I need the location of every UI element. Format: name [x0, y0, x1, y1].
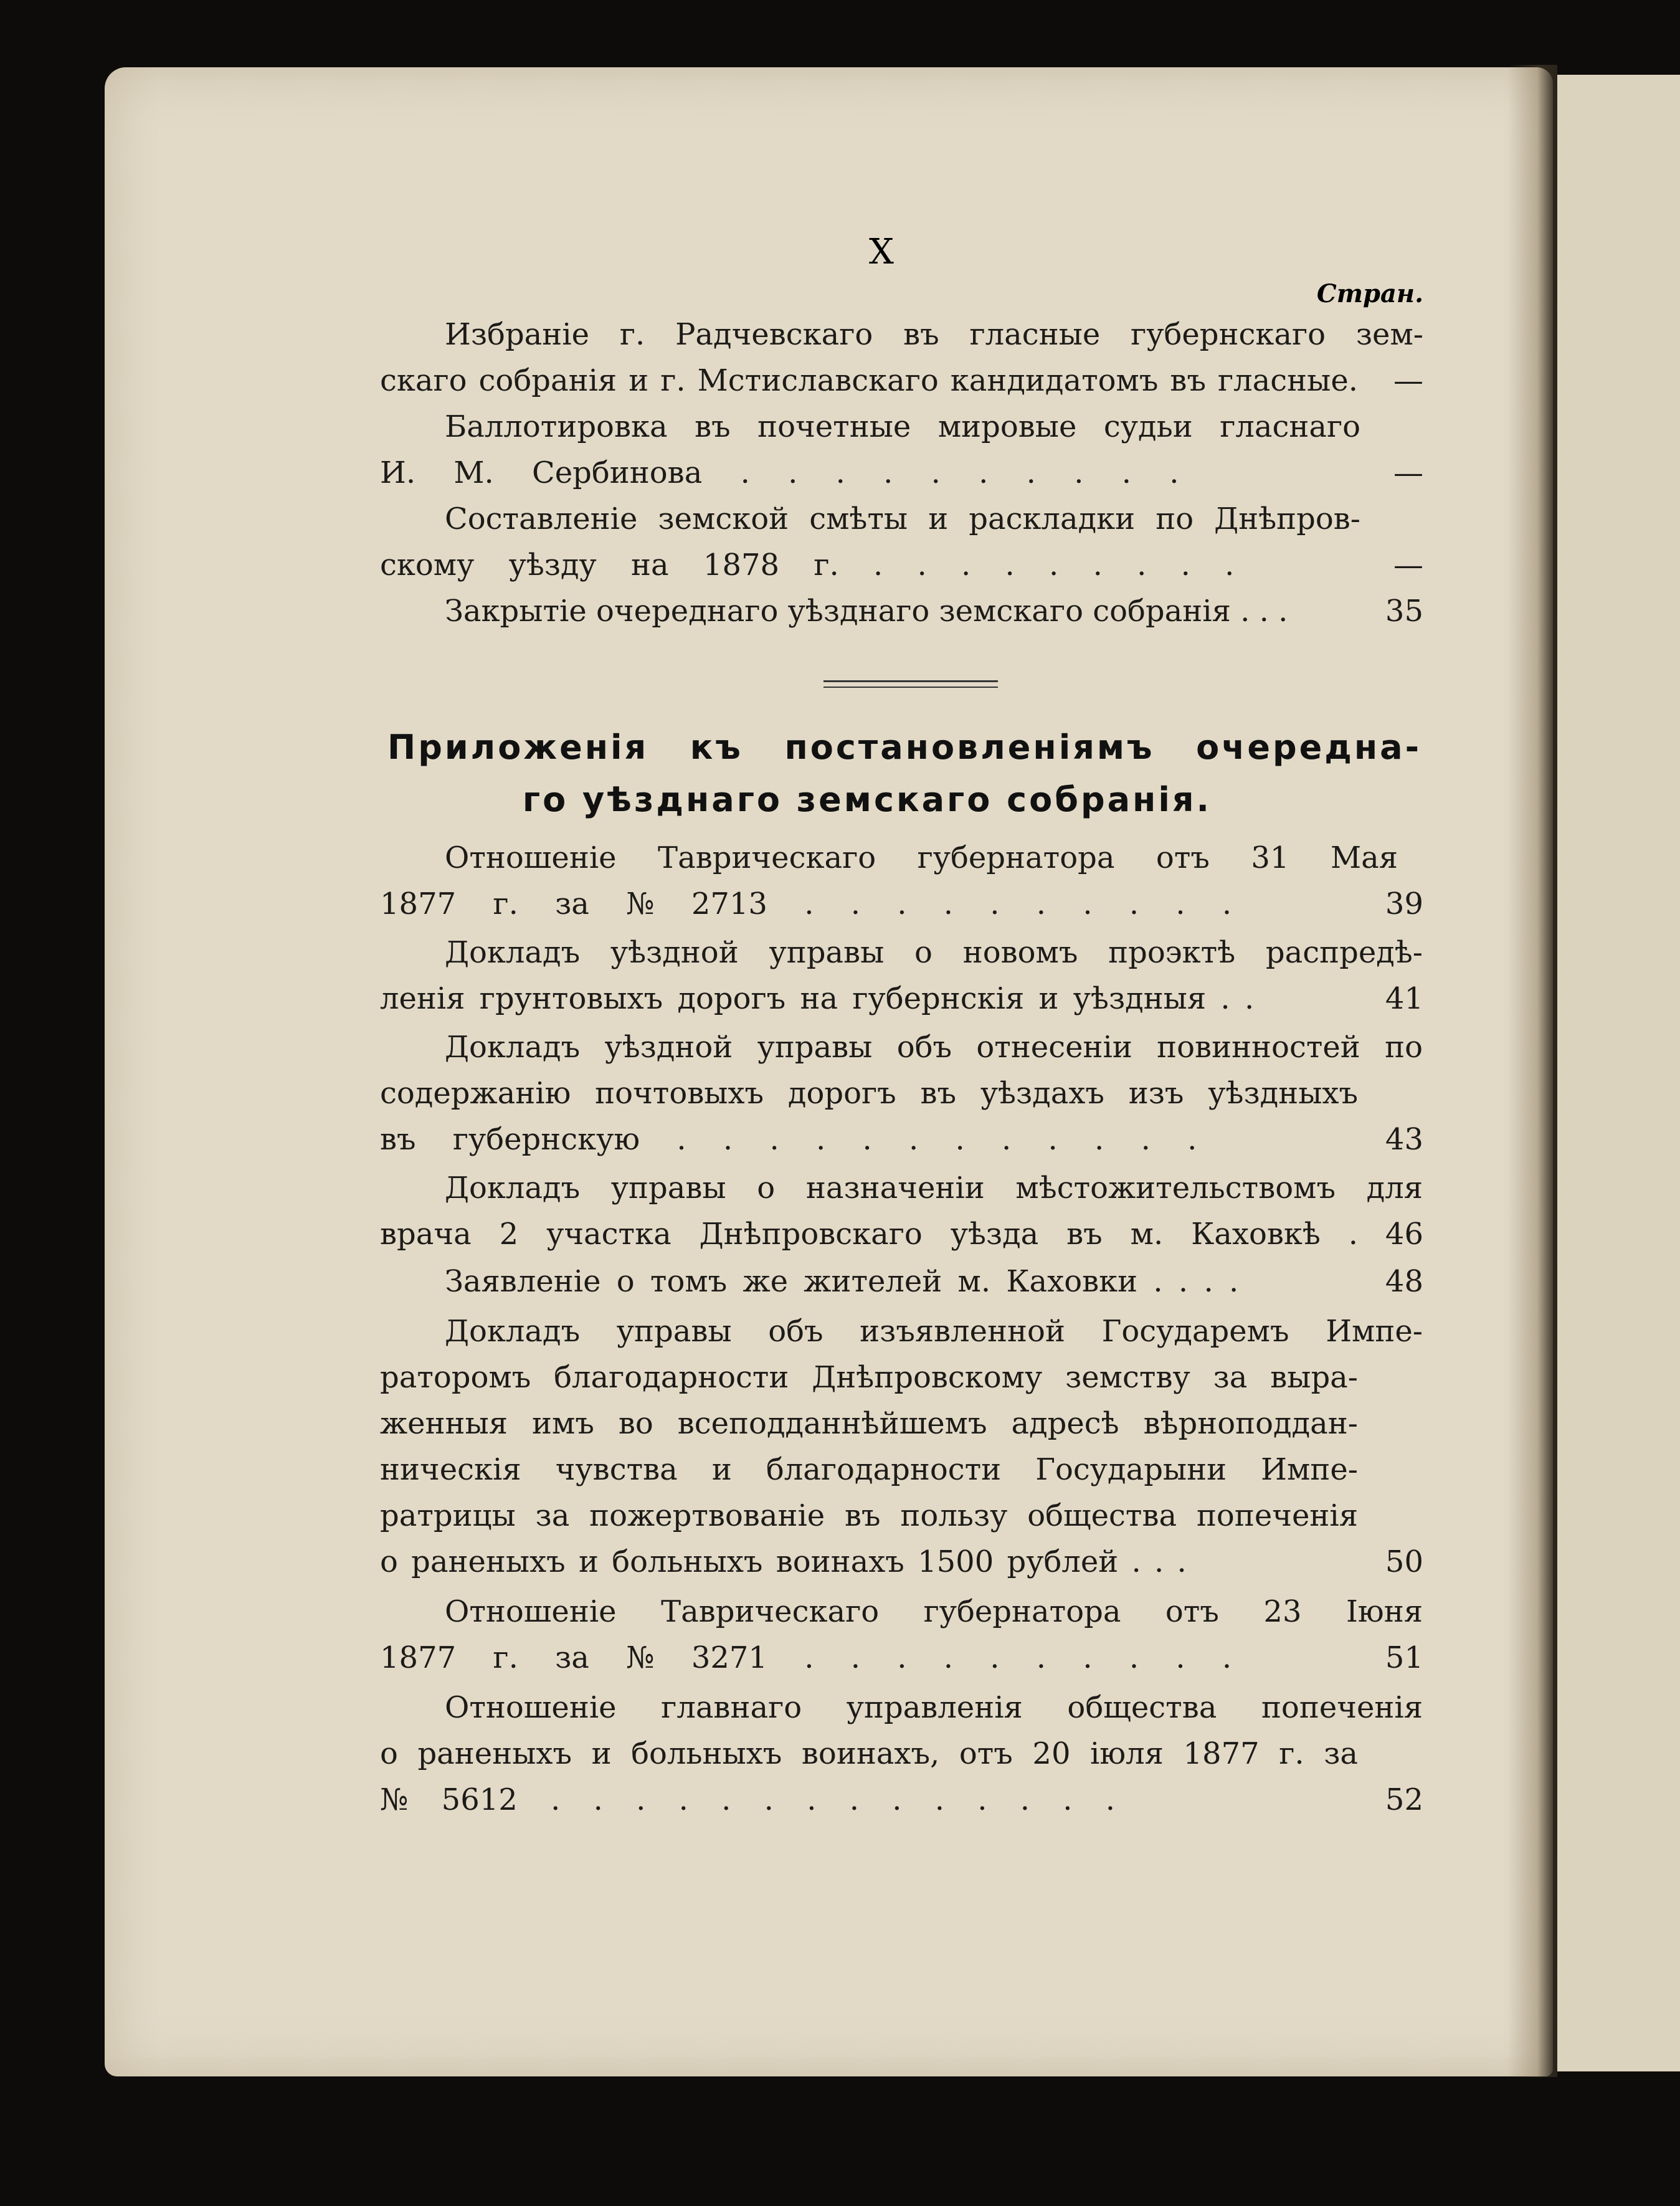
entry-line: Докладъ управы объ изъявленной Государемъ Импе-: [445, 1314, 1423, 1349]
adjacent-page: [1557, 75, 1680, 2071]
entry-page-number: —: [1393, 548, 1423, 582]
entry-line: Заявленіе о томъ же жителей м. Каховки . . . .: [445, 1264, 1239, 1299]
entry-line: 1877 г. за № 3271 . . . . . . . . . .: [380, 1640, 1232, 1675]
toc-entry: [380, 1685, 1423, 1823]
entry-line: Избраніе г. Радчевскаго въ гласные губернскаго зем-: [445, 317, 1423, 352]
toc-entry: [380, 835, 1423, 927]
entry-line: Отношеніе Таврическаго губернатора отъ 31 Мая: [445, 840, 1398, 875]
toc-entry: [380, 929, 1423, 1022]
entry-line: Составленіе земской смѣты и раскладки по Днѣпров-: [445, 502, 1360, 536]
entry-page-number: 52: [1385, 1782, 1423, 1817]
entry-page-number: 48: [1385, 1264, 1423, 1299]
entry-line: Докладъ уѣздной управы о новомъ проэктѣ распредѣ-: [445, 935, 1423, 970]
entry-line: № 5612 . . . . . . . . . . . . . .: [380, 1782, 1116, 1817]
section-heading: [387, 728, 1421, 832]
entry-line: о раненыхъ и больныхъ воинахъ, отъ 20 іюля 1877 г. за: [380, 1736, 1358, 1771]
entry-line: ратрицы за пожертвованіе въ пользу общества попеченія: [380, 1498, 1358, 1533]
entry-page-number: 35: [1385, 594, 1423, 629]
entry-page-number: —: [1393, 455, 1423, 490]
entry-line: скому уѣзду на 1878 г. . . . . . . . . .: [380, 548, 1235, 582]
toc-entry: [380, 588, 1423, 634]
toc-entry: [380, 404, 1423, 496]
section-divider-rule: [823, 680, 998, 682]
entry-line: Докладъ управы о назначеніи мѣстожительствомъ для: [445, 1171, 1423, 1205]
book-spine: [1507, 65, 1557, 2077]
entry-line: Закрытіе очереднаго уѣзднаго земскаго собранія . . .: [445, 594, 1288, 629]
entry-line: Баллотировка въ почетные мировые судьи гласнаго: [445, 409, 1360, 444]
entry-line: раторомъ благодарности Днѣпровскому земству за выра-: [380, 1360, 1358, 1395]
entry-page-number: 43: [1385, 1122, 1423, 1157]
page-folio: X: [869, 232, 894, 272]
entry-line: ленія грунтовыхъ дорогъ на губернскія и уѣздныя . .: [380, 981, 1255, 1016]
page-column-heading: Стран.: [1316, 279, 1423, 308]
entry-line: Отношеніе главнаго управленія общества попеченія: [445, 1690, 1423, 1725]
entry-line: врача 2 участка Днѣпровскаго уѣзда въ м. Каховкѣ .: [380, 1217, 1358, 1252]
entry-line: о раненыхъ и больныхъ воинахъ 1500 рублей . . .: [380, 1544, 1187, 1579]
section-heading-line: Приложенія къ постановленіямъ очередна-: [387, 728, 1421, 767]
section-divider-rule: [823, 687, 998, 688]
entry-line: скаго собранія и г. Мстиславскаго кандидатомъ въ гласные.: [380, 363, 1358, 398]
toc-entry: [380, 1258, 1423, 1305]
section-heading-line: го уѣзднаго земскаго собранія.: [522, 780, 1212, 819]
entry-line: 1877 г. за № 2713 . . . . . . . . . .: [380, 887, 1232, 921]
entry-page-number: 41: [1385, 981, 1423, 1016]
entry-line: Докладъ уѣздной управы объ отнесеніи повинностей по: [445, 1030, 1423, 1065]
entry-page-number: 39: [1385, 887, 1423, 921]
toc-entry: [380, 1165, 1423, 1257]
entry-line: ническія чувства и благодарности Государыни Импе-: [380, 1452, 1358, 1487]
entry-page-number: 46: [1385, 1217, 1423, 1252]
entry-line: И. М. Сербинова . . . . . . . . . .: [380, 455, 1179, 490]
toc-entry: [380, 496, 1423, 588]
entry-line: Отношеніе Таврическаго губернатора отъ 23 Іюня: [445, 1594, 1423, 1629]
entry-line: содержанію почтовыхъ дорогъ въ уѣздахъ изъ уѣздныхъ: [380, 1076, 1358, 1111]
toc-entry: [380, 1024, 1423, 1162]
toc-entry: [380, 1308, 1423, 1585]
entry-line: въ губернскую . . . . . . . . . . . .: [380, 1122, 1197, 1157]
toc-entry: [380, 1589, 1423, 1681]
entry-page-number: 50: [1385, 1544, 1423, 1579]
toc-entry: [380, 311, 1423, 404]
entry-page-number: 51: [1385, 1640, 1423, 1675]
entry-page-number: —: [1393, 363, 1423, 398]
entry-line: женныя имъ во всеподданнѣйшемъ адресѣ вѣрноподдан-: [380, 1406, 1358, 1441]
